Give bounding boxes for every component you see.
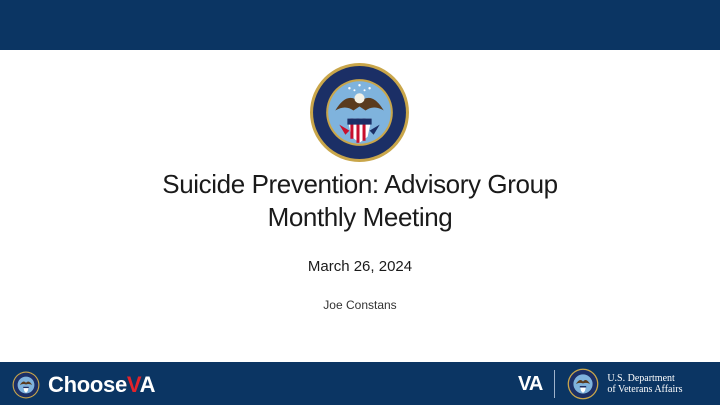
choose-wordmark-suffix: A [139,372,156,397]
department-name-line1: U.S. Department [607,373,675,384]
slide-title-line2: Monthly Meeting [267,202,453,232]
va-seal-icon [309,62,410,163]
va-seal-icon [567,368,599,400]
slide-title [60,168,660,234]
va-letters: VA [518,372,543,395]
choose-wordmark-prefix: Choose [48,372,127,397]
choose-va-logo [12,370,155,400]
top-header-band [0,0,720,50]
department-name-line2: of Veterans Affairs [607,384,683,395]
department-name [607,373,682,395]
va-seal-icon [12,371,40,399]
choose-wordmark-v: V [126,372,140,397]
logo-divider [554,370,555,398]
va-department-logo [518,366,682,402]
presenter-name: Joe Constans [323,298,397,312]
choose-va-wordmark [48,372,155,398]
meeting-date: March 26, 2024 [307,258,413,275]
slide-title-line1: Suicide Prevention: Advisory Group [162,169,558,199]
